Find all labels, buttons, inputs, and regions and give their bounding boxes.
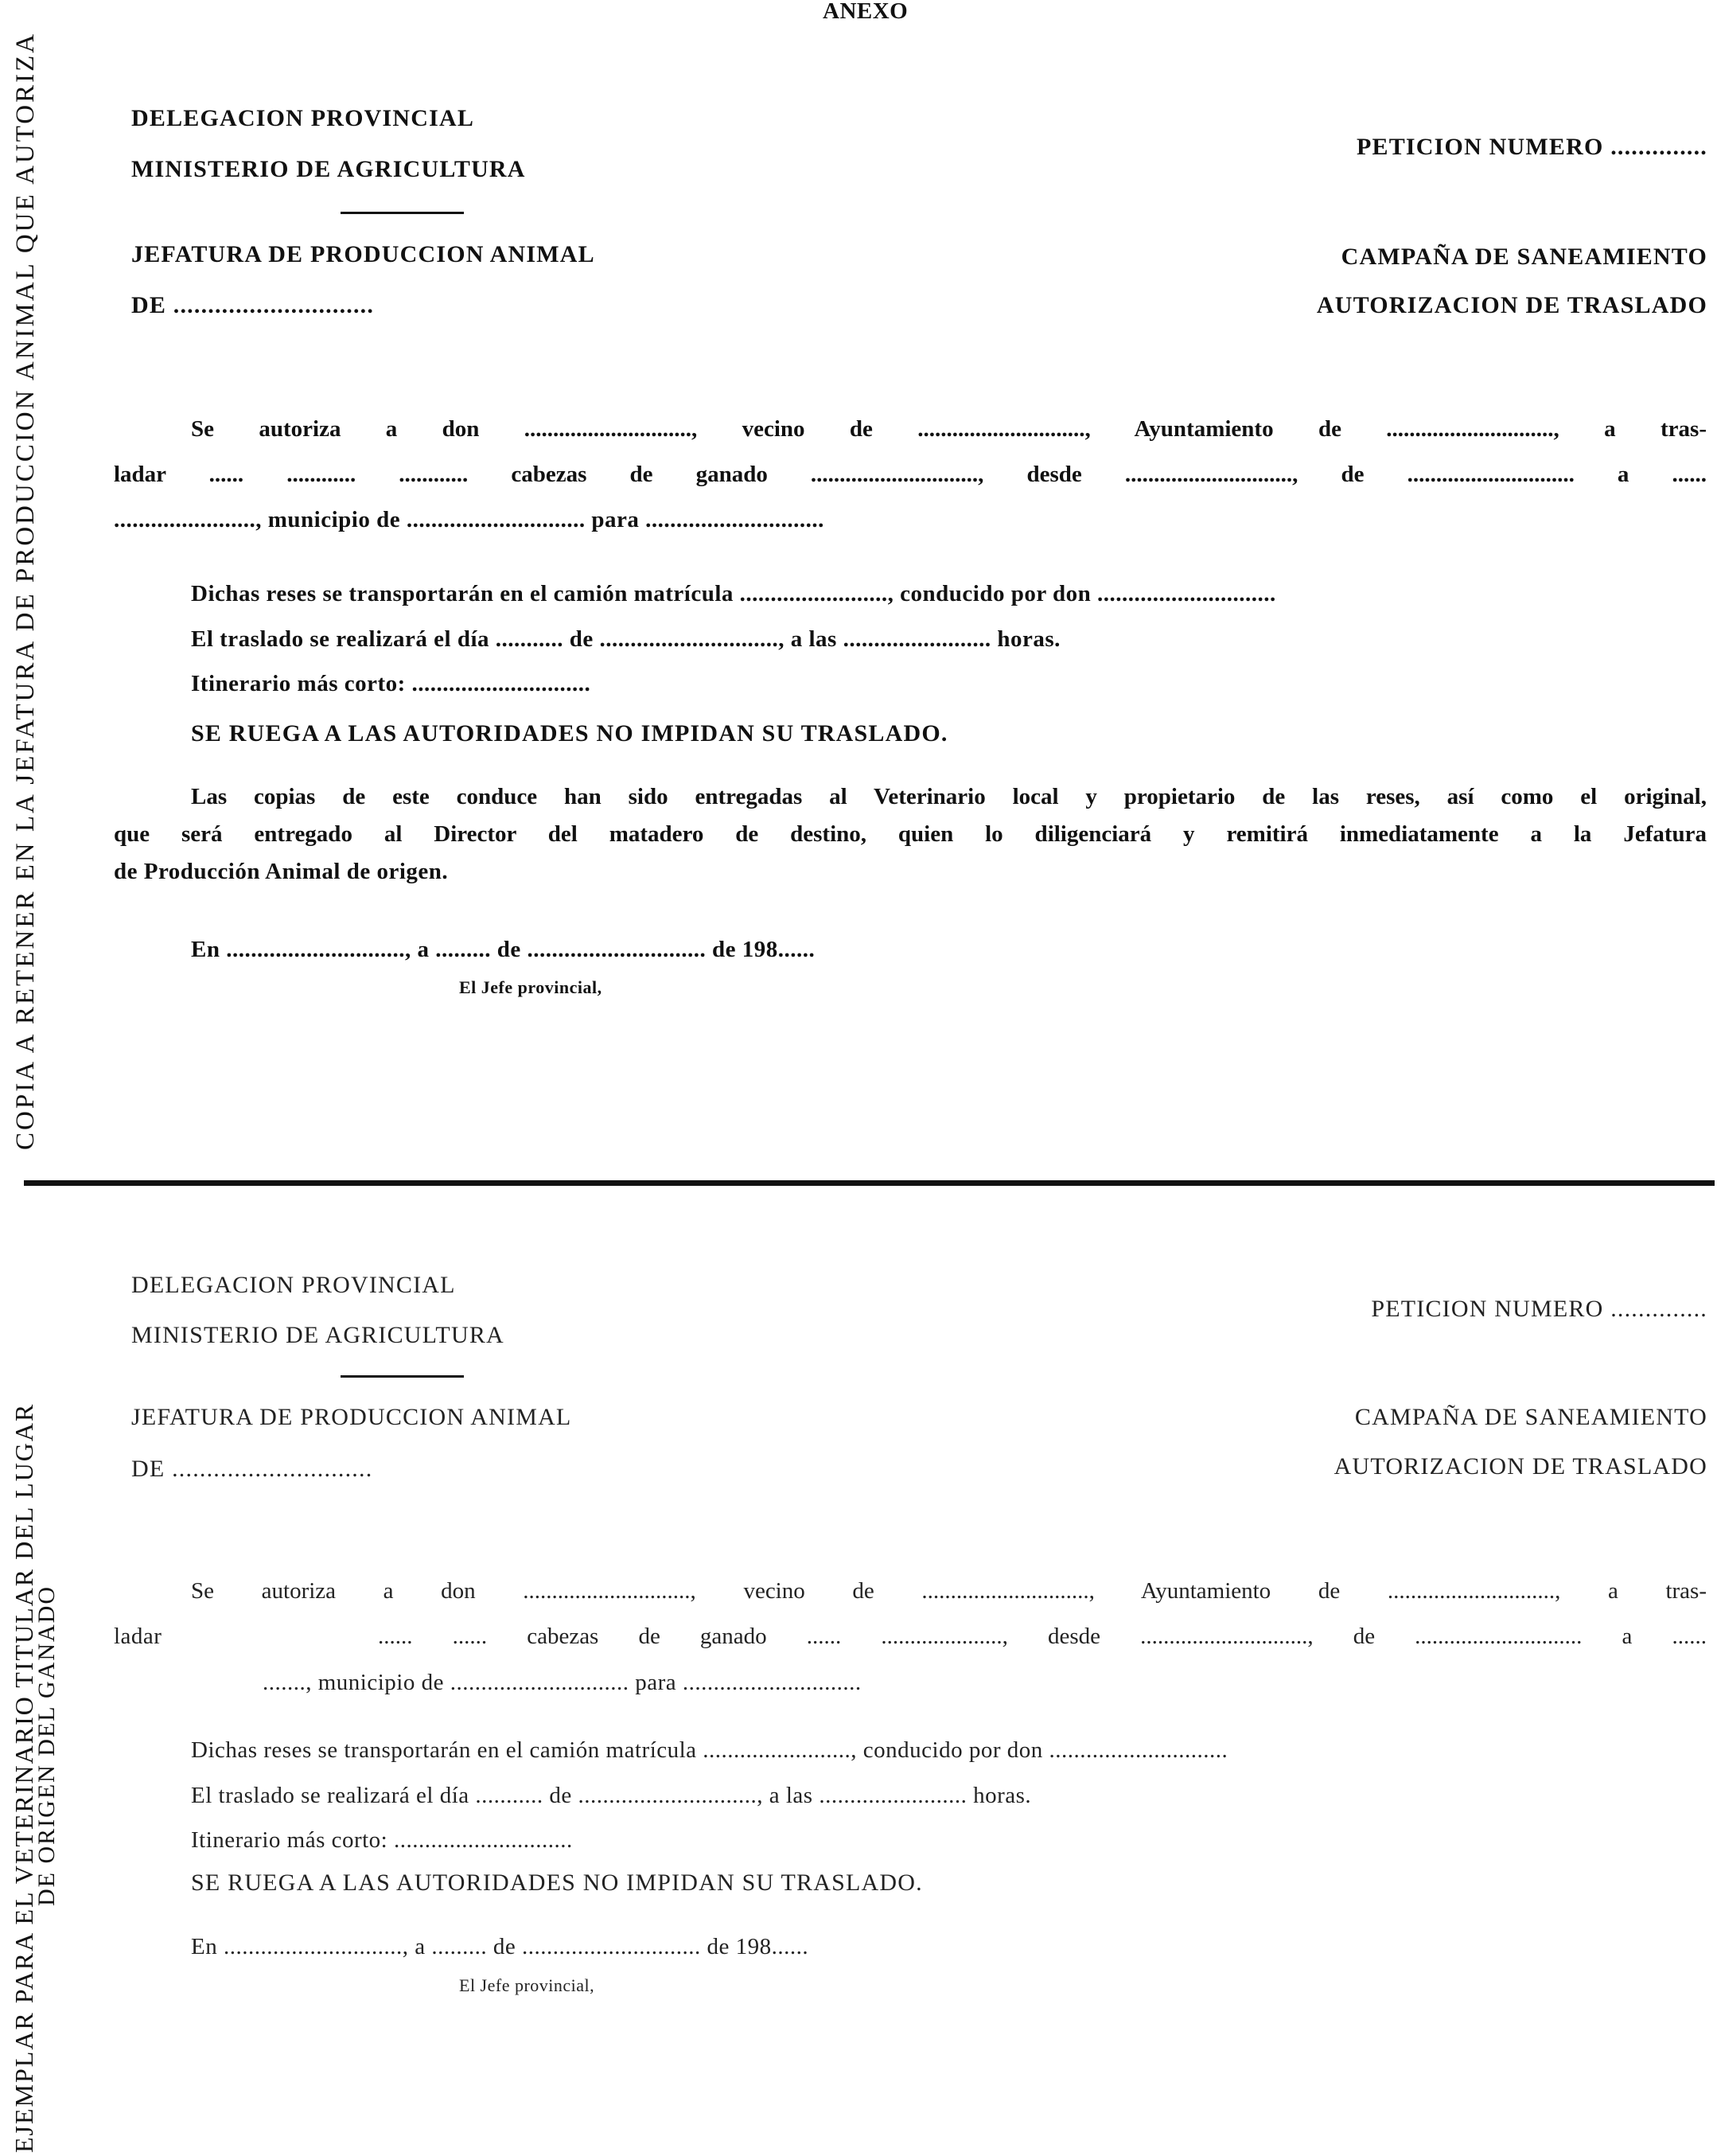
date-line: El traslado se realizará el día ........... de ............................., a las ........................ horas.: [191, 1783, 1032, 1808]
side-label-bottom-line1: EJEMPLAR PARA EL VETERINARIO TITULAR DEL LUGAR: [10, 1402, 38, 2153]
ruega-notice: SE RUEGA A LAS AUTORIDADES NO IMPIDAN SU TRASLADO.: [191, 1869, 923, 1896]
short-rule: [341, 1375, 464, 1378]
authorization-line-3: ......................., municipio de ............................. para .............................: [114, 507, 824, 532]
jefe-provincial: El Jefe provincial,: [459, 977, 602, 997]
jefatura-label: JEFATURA DE PRODUCCION ANIMAL: [131, 1404, 572, 1430]
itinerario-line: Itinerario más corto: .............................: [191, 671, 591, 696]
authorization-line-1: Se autoriza a don ............................., vecino de ............................., Ayuntamiento de ............................., a tras-: [191, 416, 1707, 442]
jefatura-label: JEFATURA DE PRODUCCION ANIMAL: [131, 241, 595, 267]
annex-title: ANEXO: [823, 0, 909, 24]
autorizacion-label: AUTORIZACION DE TRASLADO: [1333, 1453, 1707, 1480]
transport-line: Dichas reses se transportarán en el camión matrícula ........................, conducido por don .............................: [191, 581, 1276, 606]
campana-label: CAMPAÑA DE SANEAMIENTO: [1354, 1404, 1707, 1430]
side-label-bottom-line2: DE ORIGEN DEL GANADO: [33, 1585, 60, 1906]
ministerio-label: MINISTERIO DE AGRICULTURA: [131, 156, 526, 182]
ruega-notice: SE RUEGA A LAS AUTORIDADES NO IMPIDAN SU TRASLADO.: [191, 720, 948, 747]
authorization-line-3: ......., municipio de ............................. para .............................: [263, 1670, 862, 1695]
jefe-provincial: El Jefe provincial,: [459, 1975, 595, 1995]
ministerio-label: MINISTERIO DE AGRICULTURA: [131, 1322, 504, 1348]
authorization-line-1: Se autoriza a don ............................., vecino de ............................., Ayuntamiento de ............................., a tras-: [191, 1578, 1707, 1604]
authorization-line-2: ...... ...... cabezas de ganado ...... ....................., desde ............................., de ............................. a ......: [378, 1624, 1707, 1649]
en-date-line: En ............................., a ......... de ............................. de 198......: [191, 1934, 809, 1959]
copias-line-2: que será entregado al Director del matadero de destino, quien lo diligenciará y remitirá inmediatamente a la Jefatura: [114, 821, 1707, 847]
itinerario-line: Itinerario más corto: .............................: [191, 1827, 573, 1853]
date-line: El traslado se realizará el día ........... de ............................., a las ........................ horas.: [191, 626, 1061, 652]
de-line: DE .............................: [131, 292, 375, 318]
campana-label: CAMPAÑA DE SANEAMIENTO: [1341, 244, 1707, 270]
en-date-line: En ............................., a ......... de ............................. de 198......: [191, 937, 816, 962]
section-divider: [24, 1180, 1715, 1186]
transport-line: Dichas reses se transportarán en el camión matrícula ........................, conducido por don .............................: [191, 1737, 1228, 1763]
side-label-top: COPIA A RETENER EN LA JEFATURA DE PRODUCCION ANIMAL QUE AUTORIZA: [11, 31, 40, 1150]
delegacion-label: DELEGACION PROVINCIAL: [131, 105, 475, 131]
authorization-line-2: ladar ...... ............ ............ cabezas de ganado ............................., desde ............................., de ............................. a ......: [114, 462, 1707, 487]
authorization-line-2-start: ladar: [114, 1624, 162, 1649]
autorizacion-label: AUTORIZACION DE TRASLADO: [1316, 292, 1707, 318]
short-rule: [341, 212, 464, 214]
copias-line-3: de Producción Animal de origen.: [114, 859, 449, 884]
de-line: DE .............................: [131, 1456, 373, 1482]
peticion-numero: PETICION NUMERO ..............: [1371, 1296, 1707, 1322]
delegacion-label: DELEGACION PROVINCIAL: [131, 1272, 456, 1298]
copias-line-1: Las copias de este conduce han sido entregadas al Veterinario local y propietario de las reses, así como el original,: [191, 784, 1707, 809]
peticion-numero: PETICION NUMERO ..............: [1356, 134, 1707, 160]
